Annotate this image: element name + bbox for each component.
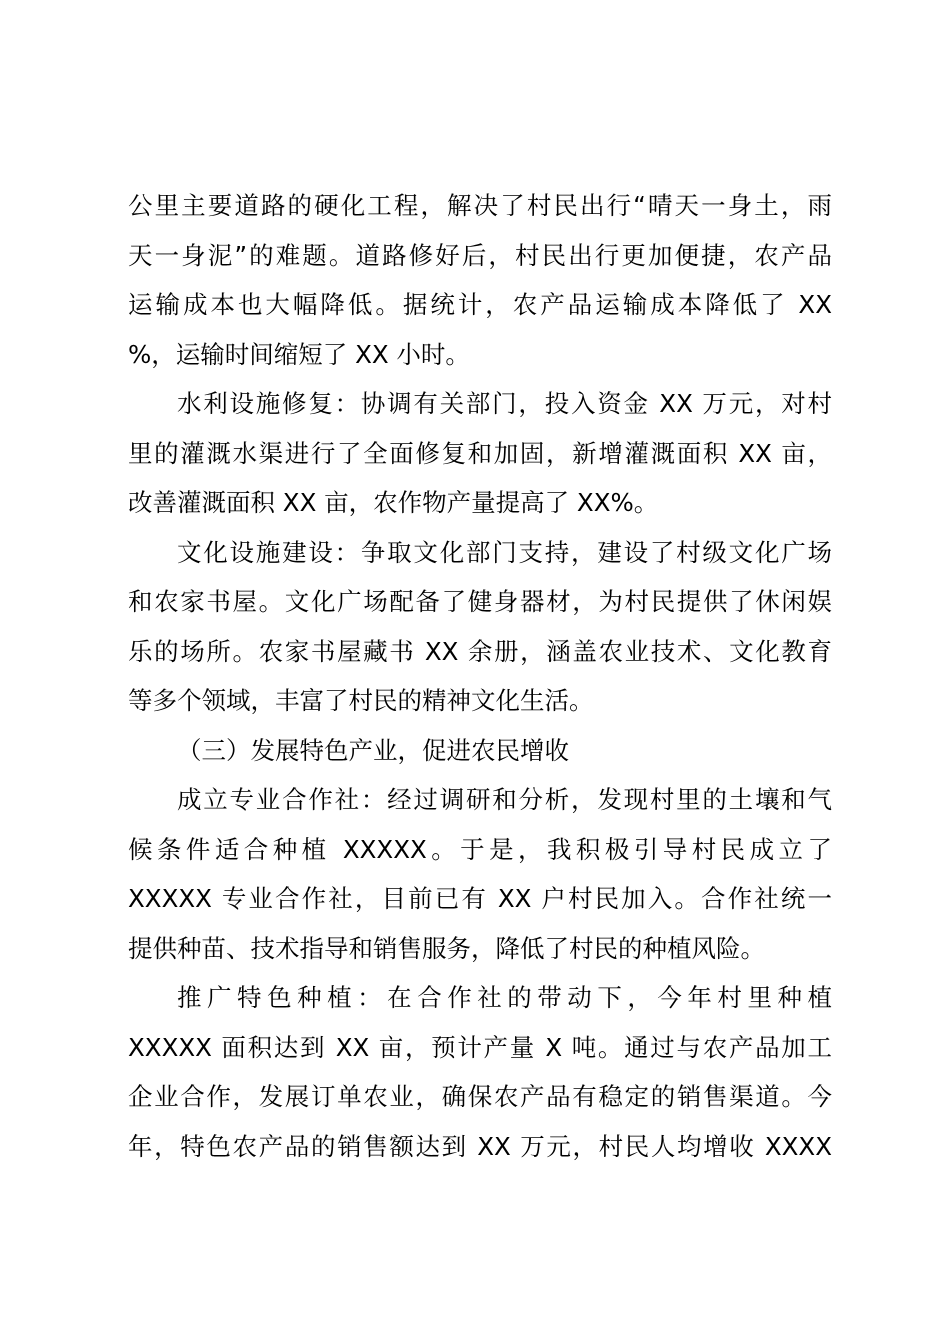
text-line: 天一身泥”的难题。道路修好后，村民出行更加便捷，农产品 [128,240,832,270]
text-line: 等多个领域，丰富了村民的精神文化生活。 [128,686,594,715]
paragraph-cultural-facilities [128,528,832,726]
text-line: %，运输时间缩短了 XX 小时。 [128,339,470,369]
paragraph-specialty-planting [128,973,832,1171]
document-body [128,181,832,1171]
text-line: 年，特色农产品的销售额达到 XX 万元，村民人均增收 XXXX [128,1131,832,1161]
text-line: 企业合作，发展订单农业，确保农产品有稳定的销售渠道。今 [128,1082,832,1111]
text-line: 候条件适合种植 XXXXX。于是，我积极引导村民成立了 [128,834,832,864]
text-line: 改善灌溉面积 XX 亩，农作物产量提高了 XX%。 [128,488,659,517]
text-line: XXXXX 专业合作社，目前已有 XX 户村民加入。合作社统一 [128,884,832,913]
text-line: 文化设施建设：争取文化部门支持，建设了村级文化广场 [177,537,832,567]
text-line: 和农家书屋。文化广场配备了健身器材，为村民提供了休闲娱 [128,587,832,616]
text-line: 水利设施修复：协调有关部门，投入资金 XX 万元，对村 [177,389,832,418]
paragraph-road-construction [128,181,832,379]
text-line: 运输成本也大幅降低。据统计，农产品运输成本降低了 XX [128,290,832,319]
text-line: 公里主要道路的硬化工程，解决了村民出行“晴天一身土，雨 [128,191,832,220]
paragraph-water-conservancy [128,379,832,528]
text-line: 推广特色种植：在合作社的带动下，今年村里种植 [177,983,832,1012]
text-line: 提供种苗、技术指导和销售服务，降低了村民的种植风险。 [128,933,765,963]
text-line: 里的灌溉水渠进行了全面修复和加固，新增灌溉面积 XX 亩， [128,438,832,468]
paragraph-cooperative [128,775,832,973]
section-heading-text: （三）发展特色产业，促进农民增收 [177,735,569,765]
text-line: 乐的场所。农家书屋藏书 XX 余册，涵盖农业技术、文化教育 [128,636,832,666]
text-line: 成立专业合作社：经过调研和分析，发现村里的土壤和气 [177,785,832,814]
text-line: XXXXX 面积达到 XX 亩，预计产量 X 吨。通过与农产品加工 [128,1032,832,1062]
section-heading [128,726,832,776]
